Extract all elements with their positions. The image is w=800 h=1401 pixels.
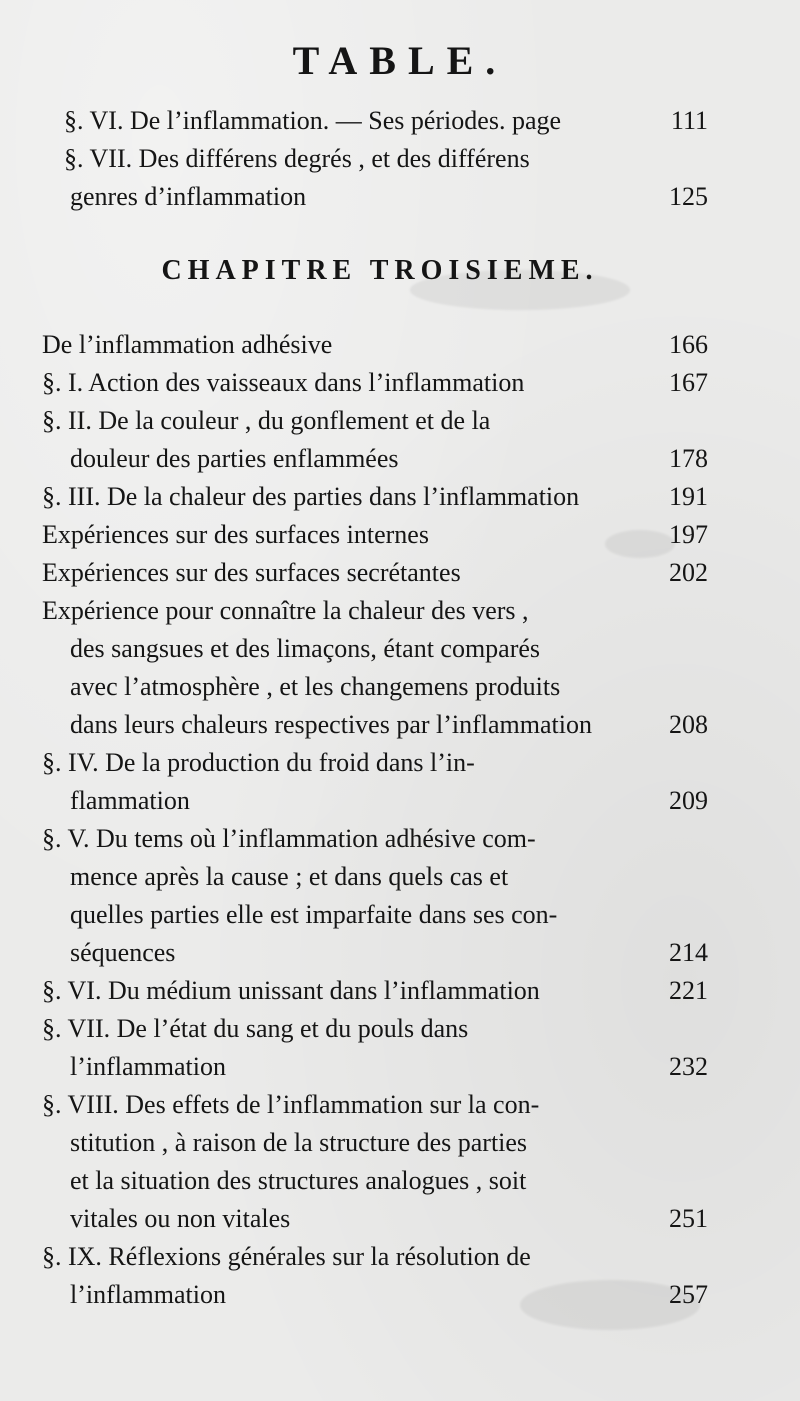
toc-entry xyxy=(0,140,800,178)
toc-entry-page: 197 xyxy=(669,520,708,549)
toc-entry xyxy=(0,478,800,516)
toc-entry-text: l’inflammation xyxy=(70,1280,226,1309)
toc-entry-text: et la situation des structures analogues , soit xyxy=(70,1166,527,1195)
toc-entry-text: §. I. Action des vaisseaux dans l’inflammation xyxy=(42,368,525,397)
toc-entry-page: 208 xyxy=(669,710,708,739)
toc-entry-text: séquences xyxy=(70,938,176,967)
chapter-title: CHAPITRE TROISIEME. xyxy=(161,255,599,286)
toc-entry xyxy=(0,1200,800,1238)
toc-entry xyxy=(0,782,800,820)
toc-entry xyxy=(0,1010,800,1048)
toc-entry-text: Expériences sur des surfaces secrétantes xyxy=(42,558,461,587)
toc-entry xyxy=(0,706,800,744)
toc-entry xyxy=(0,1162,800,1200)
toc-entry-text: §. IX. Réflexions générales sur la résolution de xyxy=(42,1242,531,1271)
toc-entry-text: Expérience pour connaître la chaleur des vers , xyxy=(42,596,529,625)
toc-entry xyxy=(0,1124,800,1162)
toc-entry xyxy=(0,972,800,1010)
toc-entry xyxy=(0,516,800,554)
toc-entry-text: §. VII. Des différens degrés , et des différens xyxy=(64,144,530,173)
toc-entry-text: De l’inflammation adhésive xyxy=(42,330,333,359)
toc-entry xyxy=(0,178,800,216)
toc-entry-text: dans leurs chaleurs respectives par l’inflammation xyxy=(70,710,592,739)
toc-entry-page: 232 xyxy=(669,1052,708,1081)
toc-entry-page: 178 xyxy=(669,444,708,473)
toc-entry xyxy=(0,402,800,440)
toc-entry-text: quelles parties elle est imparfaite dans ses con- xyxy=(70,900,558,929)
toc-entry xyxy=(0,102,800,140)
toc-entry-page: 214 xyxy=(669,938,708,967)
toc-entry xyxy=(0,1238,800,1276)
toc-entry xyxy=(0,1276,800,1314)
toc-entry xyxy=(0,440,800,478)
toc-entry-page: 166 xyxy=(669,330,708,359)
toc-entry-page: 257 xyxy=(669,1280,708,1309)
toc-entry xyxy=(0,326,800,364)
toc-entry-text: stitution , à raison de la structure des parties xyxy=(70,1128,528,1157)
toc-entry-page: 209 xyxy=(669,786,708,815)
toc-entry-page: 167 xyxy=(669,368,708,397)
toc-entry-text: mence après la cause ; et dans quels cas et xyxy=(70,862,509,891)
toc-entry-text: §. V. Du tems où l’inflammation adhésive com- xyxy=(42,824,536,853)
toc-entry-text: §. III. De la chaleur des parties dans l’inflammation xyxy=(42,482,580,511)
toc-entry-page: 125 xyxy=(669,182,708,211)
toc-entry xyxy=(0,554,800,592)
toc-entry-page: 111 xyxy=(670,106,708,135)
toc-entry xyxy=(0,1086,800,1124)
toc-entry-text: avec l’atmosphère , et les changemens produits xyxy=(70,672,561,701)
toc-entry-page: 251 xyxy=(669,1204,708,1233)
toc-entry xyxy=(0,592,800,630)
toc-entry-page: 221 xyxy=(669,976,708,1005)
toc-entry-text: §. VII. De l’état du sang et du pouls dans xyxy=(42,1014,469,1043)
toc-entry xyxy=(0,934,800,972)
toc-entry xyxy=(0,364,800,402)
toc-entry xyxy=(0,744,800,782)
toc-entry xyxy=(0,668,800,706)
toc-entry-page: 191 xyxy=(669,482,708,511)
toc-entry-text: flammation xyxy=(70,786,190,815)
toc-entry xyxy=(0,896,800,934)
toc-entry-text: §. II. De la couleur , du gonflement et de la xyxy=(42,406,491,435)
toc-entry-text: douleur des parties enflammées xyxy=(70,444,399,473)
toc-entry-text: genres d’inflammation xyxy=(70,182,307,211)
toc-entry-page: 202 xyxy=(669,558,708,587)
toc-entry xyxy=(0,820,800,858)
toc-entry-text: §. VI. Du médium unissant dans l’inflammation xyxy=(42,976,540,1005)
toc-entry-text: vitales ou non vitales xyxy=(70,1204,291,1233)
toc-entry-text: §. VI. De l’inflammation. — Ses périodes. page xyxy=(64,106,562,135)
toc-entry-text: des sangsues et des limaçons, étant comparés xyxy=(70,634,541,663)
toc-entry-text: l’inflammation xyxy=(70,1052,226,1081)
toc-entry-text: Expériences sur des surfaces internes xyxy=(42,520,429,549)
toc-entry-text: §. VIII. Des effets de l’inflammation sur la con- xyxy=(42,1090,540,1119)
toc-entry-text: §. IV. De la production du froid dans l’in- xyxy=(42,748,475,777)
toc-entry xyxy=(0,858,800,896)
page-title: TABLE. xyxy=(292,38,508,83)
toc-entry xyxy=(0,1048,800,1086)
toc-entry xyxy=(0,630,800,668)
